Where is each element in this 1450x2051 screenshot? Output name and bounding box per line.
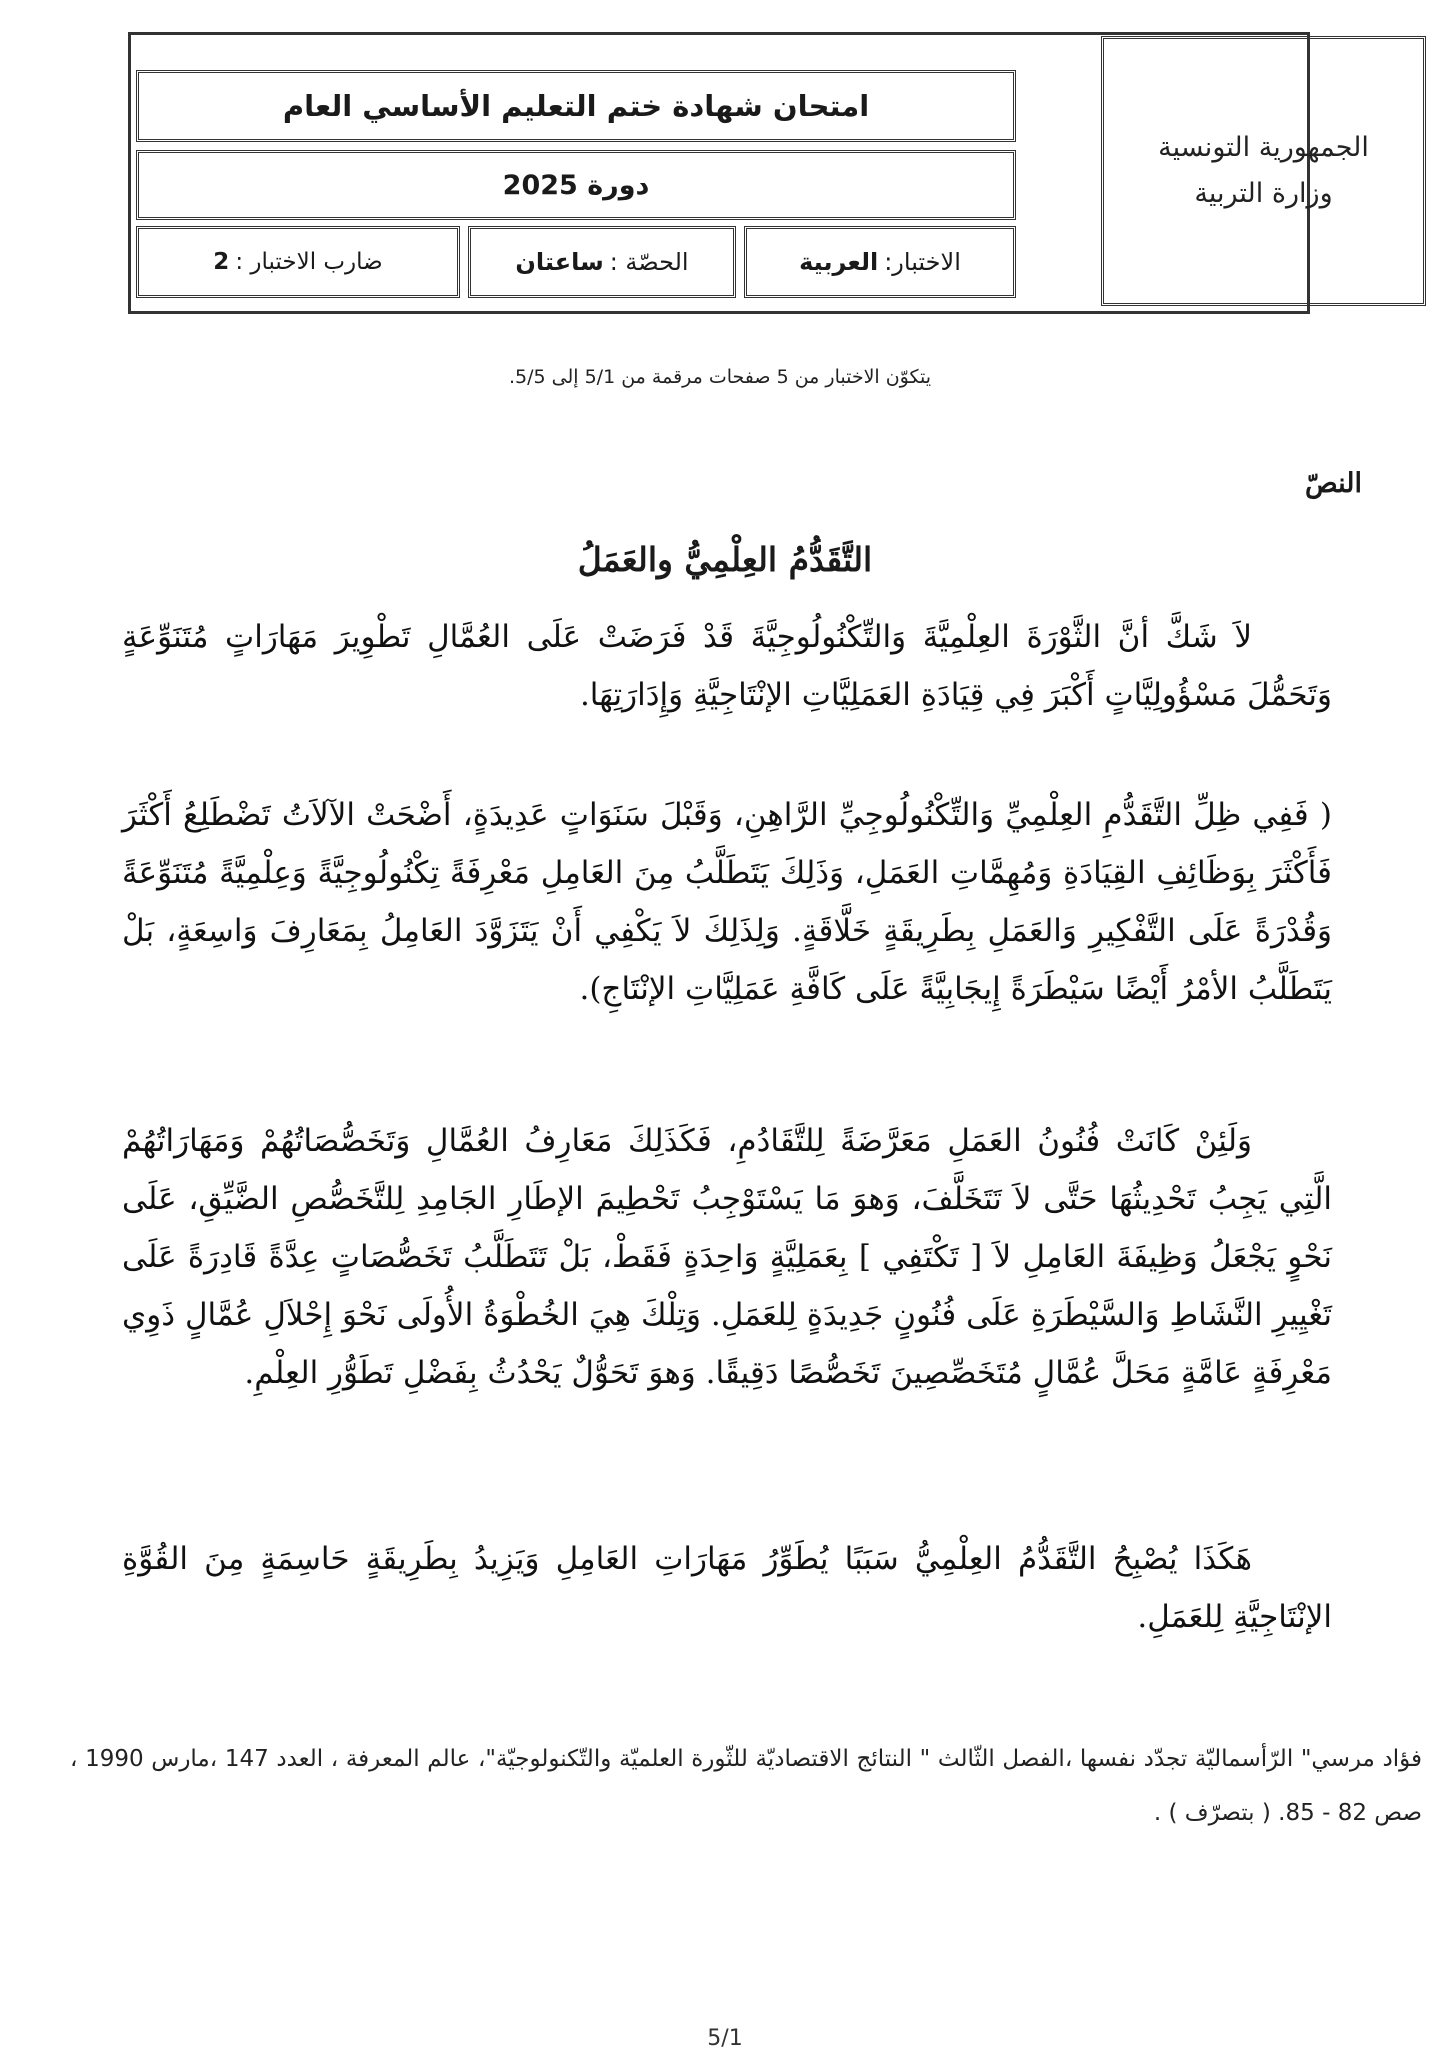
section-label: النصّ xyxy=(1305,468,1362,499)
subject-value: العربية xyxy=(799,248,879,276)
duration-field xyxy=(468,226,736,298)
subject-label: الاختبار: xyxy=(884,248,961,276)
paragraph-4: هَكَذَا يُصْبِحُ التَّقَدُّمُ العِلْمِيُّ سَبَبًا يُطَوِّرُ مَهَارَاتِ العَامِلِ وَيَزِيدُ بِطَرِيقَةٍ حَاسِمَةٍ مِنَ القُوَّةِ الإنْتَاجِيَّةِ لِلعَمَلِ. xyxy=(122,1541,1332,1635)
subject-field xyxy=(744,226,1016,298)
paragraph-2: ( فَفِي ظِلِّ التَّقَدُّمِ العِلْمِيِّ وَالتِّكْنُولُوجِيِّ الرَّاهِنِ، وَقَبْلَ سَنَوَاتٍ عَدِيدَةٍ، أَضْحَتْ الآلاَتُ تَضْطَلِعُ أَكْثَرَ فَأَكْثَرَ بِوَظَائِفِ القِيَادَةِ وَمُهِمَّاتِ العَمَلِ، وَذَلِكَ يَتَطَلَّبُ مِنَ العَامِلِ مَعْرِفَةً تِكْنُولُوجِيَّةً وَعِلْمِيَّةً مُتَنَوِّعَةً وَقُدْرَةً عَلَى التَّفْكِيرِ وَالعَمَلِ بِطَرِيقَةٍ خَلَّاقَةٍ. وَلِذَلِكَ لاَ يَكْفِي أَنْ يَتَزَوَّدَ العَامِلُ بِمَعَارِفَ وَاسِعَةٍ، بَلْ يَتَطَلَّبُ الأمْرُ أَيْضًا سَيْطَرَةً إِيجَابِيَّةً عَلَى كَافَّةِ عَمَلِيَّاتِ الإنْتَاجِ). xyxy=(122,797,1332,1007)
country-name: الجمهورية التونسية xyxy=(1158,131,1369,163)
duration-value: ساعتان xyxy=(515,248,604,276)
page-number: 5/1 xyxy=(707,2026,743,2051)
source-citation: فؤاد مرسي" الرّأسماليّة تجدّد نفسها ،الفصل الثّالث " النتائج الاقتصاديّة للثّورة العلميّة والتّكنولوجيّة"، عالم المعرفة ، العدد 147 ،مارس 1990 ، صص 82 - 85. ( بتصرّف ) . xyxy=(70,1746,1423,1826)
coefficient-value: 2 xyxy=(213,249,230,275)
issuer-box xyxy=(1101,36,1426,306)
exam-title: امتحان شهادة ختم التعليم الأساسي العام xyxy=(136,70,1016,142)
text-title: التَّقَدُّمُ العِلْمِيُّ والعَمَلُ xyxy=(577,540,873,579)
paragraph-3: وَلَئِنْ كَانَتْ فُنُونُ العَمَلِ مَعَرَّضَةً لِلتَّقَادُمِ، فَكَذَلِكَ مَعَارِفُ العُمَّالِ وَتَخَصُّصَاتُهُمْ وَمَهَارَاتُهُمْ الَّتِي يَجِبُ تَحْدِيثُهَا حَتَّى لاَ تَتَخَلَّفَ، وَهوَ مَا يَسْتَوْجِبُ تَحْطِيمَ الإطَارِ الجَامِدِ لِلتَّخَصُّصِ الضَّيِّقِ، عَلَى نَحْوٍ يَجْعَلُ وَظِيفَةَ العَامِلِ لاَ [ تَكْتَفِي ] بِعَمَلِيَّةٍ وَاحِدَةٍ فَقَطْ، بَلْ تَتَطَلَّبُ تَخَصُّصَاتٍ عِدَّةً قَادِرَةً عَلَى تَغْيِيرِ النَّشَاطِ وَالسَّيْطَرَةِ عَلَى فُنُونٍ جَدِيدَةٍ لِلعَمَلِ. وَتِلْكَ هِيَ الخُطْوَةُ الأُولَى نَحْوَ إِحْلاَلِ عُمَّالٍ ذَوِي مَعْرِفَةٍ عَامَّةٍ مَحَلَّ عُمَّالٍ مُتَخَصِّصِينَ تَخَصُّصًا دَقِيقًا. وَهوَ تَحَوُّلٌ يَحْدُثُ بِفَضْلِ تَطَوُّرِ العِلْمِ. xyxy=(122,1123,1332,1391)
coefficient-field xyxy=(136,226,460,298)
coefficient-label: ضارب الاختبار : xyxy=(235,249,383,275)
duration-label: الحصّة : xyxy=(609,248,689,276)
ministry-name: وزارة التربية xyxy=(1194,178,1333,209)
exam-session: دورة 2025 xyxy=(136,150,1016,220)
paragraph-1: لاَ شَكَّ أنَّ الثَّوْرَةَ العِلْمِيَّةَ وَالتِّكْنُولُوجِيَّةَ قَدْ فَرَضَتْ عَلَى العُمَّالِ تَطْوِيرَ مَهَارَاتٍ مُتَنَوِّعَةٍ وَتَحَمُّلَ مَسْؤُولِيَّاتٍ أَكْبَرَ فِي قِيَادَةِ العَمَلِيَّاتِ الإنْتَاجِيَّةِ وَإِدَارَتِهَا. xyxy=(122,619,1332,713)
pages-note: يتكوّن الاختبار من 5 صفحات مرقمة من 5/1 إلى 5/5. xyxy=(508,366,932,388)
